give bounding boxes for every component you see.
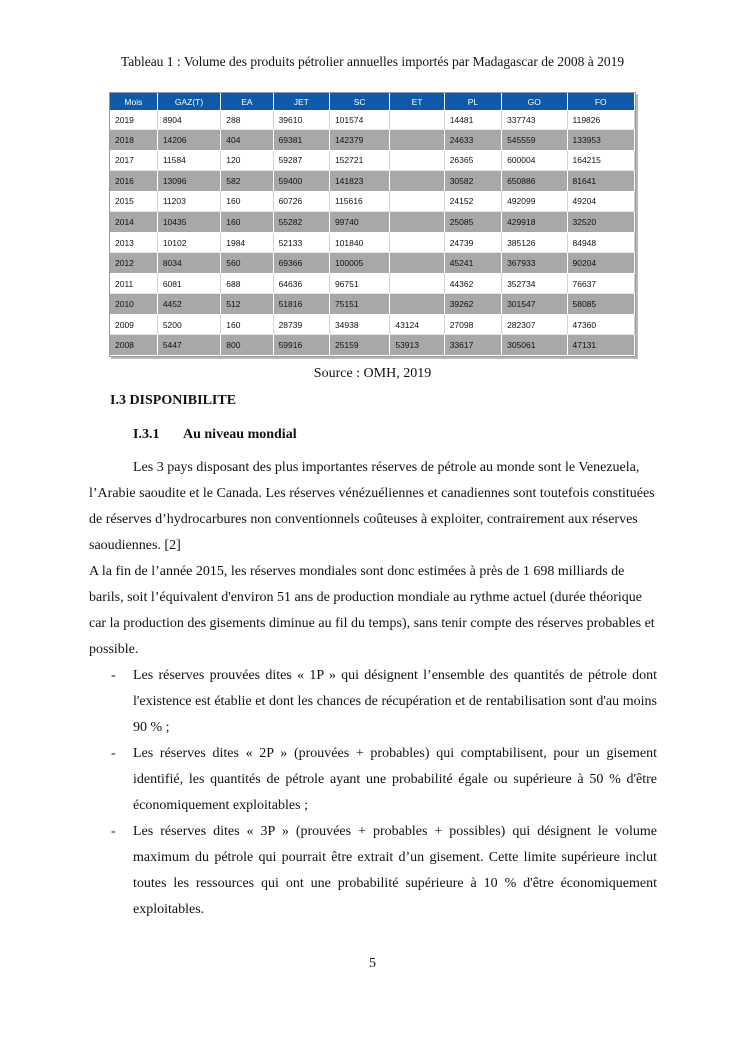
table-cell: 47360 bbox=[567, 314, 635, 335]
table-row bbox=[110, 171, 635, 192]
table-cell: 11584 bbox=[157, 150, 220, 171]
table-cell: 2008 bbox=[110, 335, 157, 356]
table-cell bbox=[390, 191, 444, 212]
table-cell: 10102 bbox=[157, 232, 220, 253]
table-cell: 2013 bbox=[110, 232, 157, 253]
table-cell: 5200 bbox=[157, 314, 220, 335]
table-cell: 164215 bbox=[567, 150, 635, 171]
table-row bbox=[110, 294, 635, 315]
table-cell: 2010 bbox=[110, 294, 157, 315]
table-cell: 64636 bbox=[273, 273, 329, 294]
table-cell: 25085 bbox=[444, 212, 501, 233]
column-header: Mois bbox=[110, 93, 157, 110]
table-row bbox=[110, 110, 635, 130]
table-cell: 142379 bbox=[329, 130, 389, 151]
table-cell: 5447 bbox=[157, 335, 220, 356]
table-cell: 160 bbox=[221, 191, 273, 212]
table-cell: 10435 bbox=[157, 212, 220, 233]
table-cell: 120 bbox=[221, 150, 273, 171]
column-header: PL bbox=[444, 93, 501, 110]
table-cell: 69366 bbox=[273, 253, 329, 274]
table-header-row bbox=[110, 93, 635, 110]
table-cell: 115616 bbox=[329, 191, 389, 212]
table-cell: 545559 bbox=[502, 130, 567, 151]
subsection-label: Au niveau mondial bbox=[183, 427, 297, 442]
table-cell: 133953 bbox=[567, 130, 635, 151]
table-cell: 560 bbox=[221, 253, 273, 274]
table-cell: 2009 bbox=[110, 314, 157, 335]
table-cell: 47131 bbox=[567, 335, 635, 356]
table-cell bbox=[390, 294, 444, 315]
paragraph: Les 3 pays disposant des plus importantes réserves de pétrole au monde sont le Venezuela, l’Arabie saoudite et le Canada. Les réserves vénézuéliennes et canadiennes sont toutefois constituées de réserves d’hydrocarbures non conventionnels coûteuses à exploiter, contrairement aux réserves saoudiennes. [2] bbox=[89, 460, 655, 553]
table-cell bbox=[390, 130, 444, 151]
reserve-definitions-list bbox=[89, 663, 657, 923]
table-row bbox=[110, 212, 635, 233]
table-cell: 2017 bbox=[110, 150, 157, 171]
import-volume-table bbox=[109, 92, 636, 357]
table-cell: 59287 bbox=[273, 150, 329, 171]
list-item-text: Les réserves dites « 2P » (prouvées + probables) qui comptabilisent, pour un gisement identifié, les quantités de pétrole ayant une probabilité égale ou supérieure à 50 % d'être économiquement exploitables ; bbox=[133, 746, 657, 813]
column-header: FO bbox=[567, 93, 635, 110]
table-cell: 14206 bbox=[157, 130, 220, 151]
table-cell: 2016 bbox=[110, 171, 157, 192]
table-cell: 8034 bbox=[157, 253, 220, 274]
table-cell: 512 bbox=[221, 294, 273, 315]
table-cell: 2018 bbox=[110, 130, 157, 151]
table-cell: 600004 bbox=[502, 150, 567, 171]
table-cell: 2015 bbox=[110, 191, 157, 212]
table-cell: 34938 bbox=[329, 314, 389, 335]
table-cell: 582 bbox=[221, 171, 273, 192]
table-cell: 99740 bbox=[329, 212, 389, 233]
table-cell: 367933 bbox=[502, 253, 567, 274]
table-cell: 429918 bbox=[502, 212, 567, 233]
column-header: GAZ(T) bbox=[157, 93, 220, 110]
table-row bbox=[110, 253, 635, 274]
table-cell: 49204 bbox=[567, 191, 635, 212]
table-cell: 404 bbox=[221, 130, 273, 151]
table-cell: 14481 bbox=[444, 110, 501, 130]
table-cell: 24152 bbox=[444, 191, 501, 212]
table-row bbox=[110, 314, 635, 335]
table-cell: 55282 bbox=[273, 212, 329, 233]
table-cell bbox=[390, 110, 444, 130]
table-cell: 11203 bbox=[157, 191, 220, 212]
table-cell: 152721 bbox=[329, 150, 389, 171]
table-cell: 30582 bbox=[444, 171, 501, 192]
table-cell: 301547 bbox=[502, 294, 567, 315]
table-cell: 52133 bbox=[273, 232, 329, 253]
table-cell: 26365 bbox=[444, 150, 501, 171]
table-cell: 305061 bbox=[502, 335, 567, 356]
table-cell bbox=[390, 253, 444, 274]
table-cell: 160 bbox=[221, 212, 273, 233]
table-cell: 337743 bbox=[502, 110, 567, 130]
list-item-text: Les réserves dites « 3P » (prouvées + probables + possibles) qui désignent le volume maximum du pétrole qui pourrait être extrait d’un gisement. Cette limite supérieure inclut toutes les ressources qui ont une probabilité supérieure à 10 % d'être économiquement exploitables. bbox=[133, 824, 657, 917]
table-cell: 2014 bbox=[110, 212, 157, 233]
table-cell: 32520 bbox=[567, 212, 635, 233]
table-cell: 160 bbox=[221, 314, 273, 335]
table-caption: Tableau 1 : Volume des produits pétrolier annuelles importés par Madagascar de 2008 à 2019 bbox=[120, 54, 625, 69]
bullet-marker: - bbox=[111, 824, 116, 839]
table-cell: 76637 bbox=[567, 273, 635, 294]
table-cell: 60726 bbox=[273, 191, 329, 212]
table-cell: 13096 bbox=[157, 171, 220, 192]
table-row bbox=[110, 191, 635, 212]
page-number: 5 bbox=[369, 956, 376, 971]
column-header: ET bbox=[390, 93, 444, 110]
table-cell: 2011 bbox=[110, 273, 157, 294]
table-cell: 58085 bbox=[567, 294, 635, 315]
column-header: GO bbox=[502, 93, 567, 110]
table-cell: 2019 bbox=[110, 110, 157, 130]
column-header: JET bbox=[273, 93, 329, 110]
table-cell: 2012 bbox=[110, 253, 157, 274]
table-cell: 39610 bbox=[273, 110, 329, 130]
table-cell: 282307 bbox=[502, 314, 567, 335]
table-cell: 75151 bbox=[329, 294, 389, 315]
table-cell: 101840 bbox=[329, 232, 389, 253]
table-cell: 650886 bbox=[502, 171, 567, 192]
table-cell bbox=[390, 212, 444, 233]
list-item-text: Les réserves prouvées dites « 1P » qui désignent l’ensemble des quantités de pétrole dont l'existence est établie et dont les chances de récupération et de rentabilisation sont d'au moins 90 % ; bbox=[133, 668, 657, 735]
table-cell bbox=[390, 273, 444, 294]
column-header: SC bbox=[329, 93, 389, 110]
table-cell: 44362 bbox=[444, 273, 501, 294]
table-cell bbox=[390, 150, 444, 171]
table-cell: 800 bbox=[221, 335, 273, 356]
table-cell: 119826 bbox=[567, 110, 635, 130]
list-item bbox=[89, 819, 657, 923]
table-row bbox=[110, 273, 635, 294]
subsection-title bbox=[133, 427, 297, 443]
table-cell bbox=[390, 232, 444, 253]
table-cell: 688 bbox=[221, 273, 273, 294]
table-cell: 43124 bbox=[390, 314, 444, 335]
table-cell: 100005 bbox=[329, 253, 389, 274]
table-cell: 8904 bbox=[157, 110, 220, 130]
table-cell: 59916 bbox=[273, 335, 329, 356]
table-cell: 45241 bbox=[444, 253, 501, 274]
table-cell: 33617 bbox=[444, 335, 501, 356]
table-cell: 4452 bbox=[157, 294, 220, 315]
table-cell bbox=[390, 171, 444, 192]
table-cell: 492099 bbox=[502, 191, 567, 212]
table-row bbox=[110, 335, 635, 356]
bullet-marker: - bbox=[111, 746, 116, 761]
table-cell: 28739 bbox=[273, 314, 329, 335]
table-cell: 53913 bbox=[390, 335, 444, 356]
table-cell: 39262 bbox=[444, 294, 501, 315]
table-cell: 288 bbox=[221, 110, 273, 130]
table-cell: 27098 bbox=[444, 314, 501, 335]
table-cell: 51816 bbox=[273, 294, 329, 315]
subsection-number: I.3.1 bbox=[133, 427, 160, 442]
list-item bbox=[89, 663, 657, 741]
table-cell: 1984 bbox=[221, 232, 273, 253]
table-cell: 25159 bbox=[329, 335, 389, 356]
table-source: Source : OMH, 2019 bbox=[313, 366, 432, 381]
table-cell: 59400 bbox=[273, 171, 329, 192]
column-header: EA bbox=[221, 93, 273, 110]
table-row bbox=[110, 130, 635, 151]
table-cell: 84948 bbox=[567, 232, 635, 253]
table-cell: 90204 bbox=[567, 253, 635, 274]
table-row bbox=[110, 232, 635, 253]
paragraph: A la fin de l’année 2015, les réserves mondiales sont donc estimées à près de 1 698 milliards de barils, soit l’équivalent d'environ 51 ans de production mondiale au rythme actuel (durée théorique car la production des gisements diminue au fil du temps), sans tenir compte des réserves probables et possible. bbox=[89, 564, 655, 657]
section-title: I.3 DISPONIBILITE bbox=[110, 393, 237, 408]
bullet-marker: - bbox=[111, 668, 116, 683]
table-cell: 6081 bbox=[157, 273, 220, 294]
table-cell: 96751 bbox=[329, 273, 389, 294]
table-cell: 81641 bbox=[567, 171, 635, 192]
table-cell: 141823 bbox=[329, 171, 389, 192]
table-cell: 69381 bbox=[273, 130, 329, 151]
table-cell: 352734 bbox=[502, 273, 567, 294]
table-row bbox=[110, 150, 635, 171]
table-cell: 385126 bbox=[502, 232, 567, 253]
table-cell: 101574 bbox=[329, 110, 389, 130]
list-item bbox=[89, 741, 657, 819]
table-cell: 24739 bbox=[444, 232, 501, 253]
body-text bbox=[89, 455, 657, 923]
table-cell: 24633 bbox=[444, 130, 501, 151]
